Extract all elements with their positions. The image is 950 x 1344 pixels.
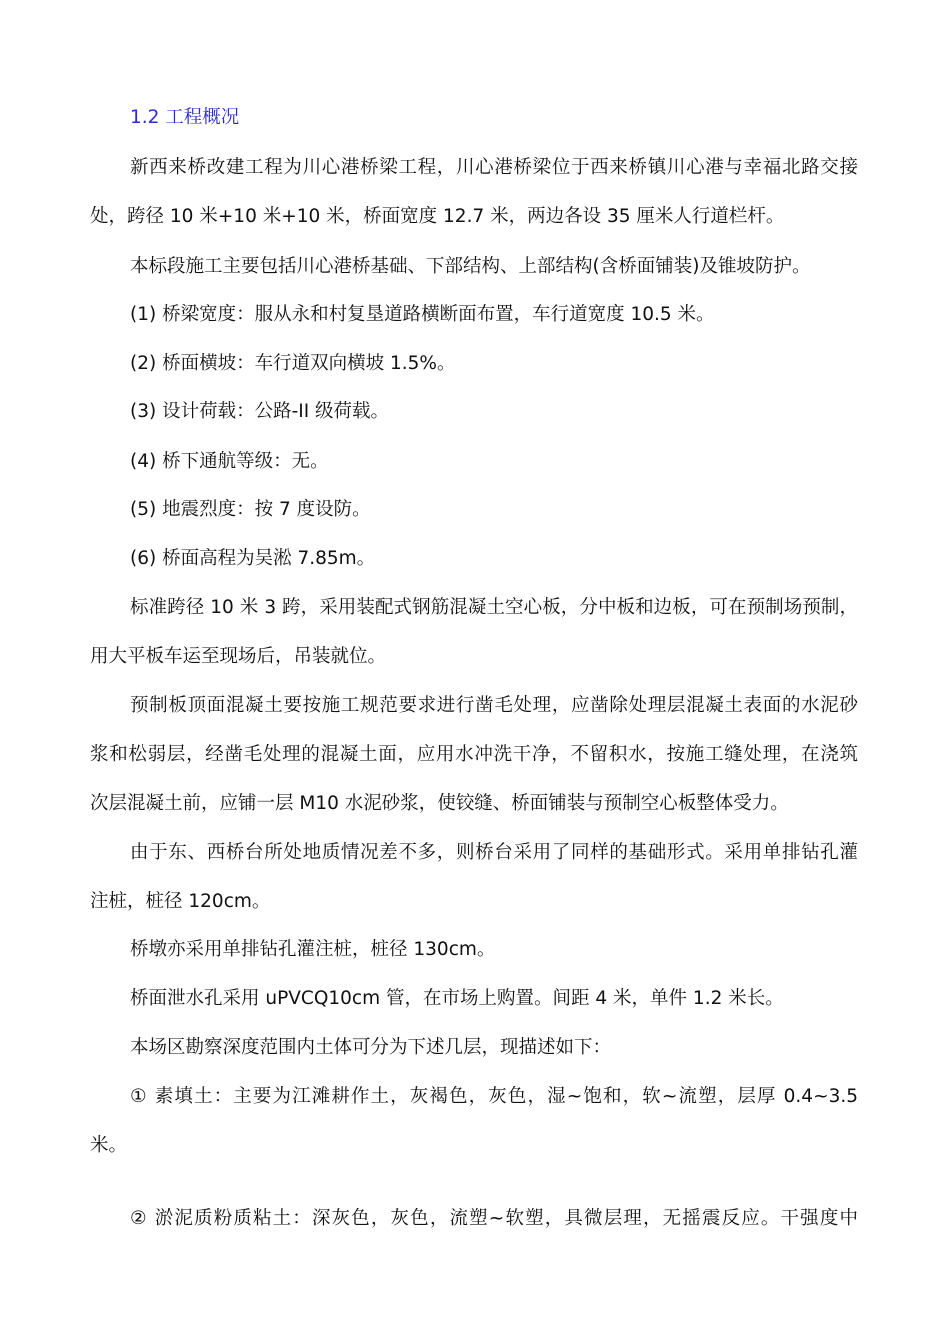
- paragraph-line: 本场区勘察深度范围内土体可分为下述几层，现描述如下：: [130, 1037, 612, 1058]
- list-item: (5) 地震烈度：按 7 度设防。: [130, 499, 371, 520]
- list-item: (2) 桥面横坡：车行道双向横坡 1.5%。: [130, 353, 456, 374]
- paragraph-line: 本标段施工主要包括川心港桥基础、下部结构、上部结构(含桥面铺装)及锥坡防护。: [130, 256, 811, 277]
- paragraph-line: 桥面泄水孔采用 uPVCQ10cm 管，在市场上购置。间距 4 米，单件 1.2 米长。: [130, 988, 784, 1009]
- paragraph-line: 注桩，桩径 120cm。: [90, 891, 271, 912]
- soil-layer-item: ① 素填土：主要为江滩耕作土，灰褐色，灰色，湿~饱和，软~流塑，层厚 0.4~3.5: [130, 1086, 858, 1107]
- paragraph-line: 新西来桥改建工程为川心港桥梁工程，川心港桥梁位于西来桥镇川心港与幸福北路交接: [130, 157, 858, 178]
- paragraph-line: 用大平板车运至现场后，吊装就位。: [90, 646, 387, 667]
- paragraph-line: 次层混凝土前，应铺一层 M10 水泥砂浆，使铰缝、桥面铺装与预制空心板整体受力。: [90, 793, 789, 814]
- list-item: (3) 设计荷载：公路-II 级荷载。: [130, 401, 390, 422]
- list-item: (1) 桥梁宽度：服从永和村复垦道路横断面布置，车行道宽度 10.5 米。: [130, 304, 715, 325]
- paragraph-line: 处，跨径 10 米+10 米+10 米，桥面宽度 12.7 米，两边各设 35 厘米人行道栏杆。: [90, 206, 785, 227]
- paragraph-line: 标准跨径 10 米 3 跨，采用装配式钢筋混凝土空心板，分中板和边板，可在预制场预制，: [130, 597, 858, 618]
- paragraph-line: 由于东、西桥台所处地质情况差不多，则桥台采用了同样的基础形式。采用单排钻孔灌: [130, 842, 858, 863]
- paragraph-line: 米。: [90, 1135, 128, 1156]
- section-heading: 1.2 工程概况: [130, 107, 240, 128]
- paragraph-line: 预制板顶面混凝土要按施工规范要求进行凿毛处理，应凿除处理层混凝土表面的水泥砂: [130, 695, 858, 716]
- paragraph-line: 桥墩亦采用单排钻孔灌注桩，桩径 130cm。: [130, 939, 496, 960]
- list-item: (4) 桥下通航等级：无。: [130, 451, 329, 472]
- list-item: (6) 桥面高程为吴淞 7.85m。: [130, 548, 376, 569]
- soil-layer-item: ② 淤泥质粉质粘土：深灰色，灰色，流塑~软塑，具微层理，无摇震反应。干强度中: [130, 1208, 858, 1229]
- paragraph-line: 浆和松弱层，经凿毛处理的混凝土面，应用水冲洗干净，不留积水，按施工缝处理，在浇筑: [90, 744, 858, 765]
